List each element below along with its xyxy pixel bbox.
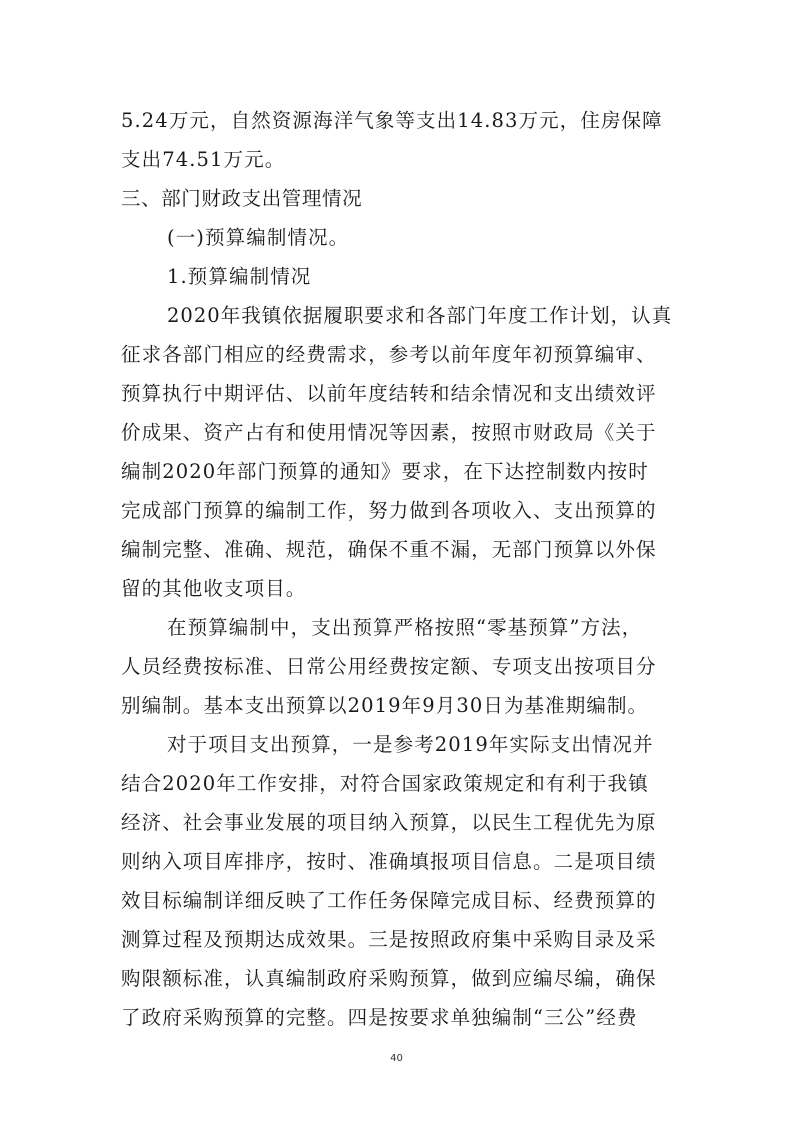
paragraph-line: 别编制。基本支出预算以2019年9月30日为基准期编制。 <box>121 694 649 717</box>
paragraph-line: 2020年我镇依据履职要求和各部门年度工作计划，认真 <box>167 304 673 327</box>
subsection-heading: 1.预算编制情况 <box>167 265 312 288</box>
paragraph-line: 留的其他收支项目。 <box>121 577 307 600</box>
paragraph-line: 征求各部门相应的经费需求，参考以前年度年初预算编审、 <box>121 343 657 366</box>
paragraph-line: 了政府采购预算的完整。四是按要求单独编制“三公”经费 <box>121 1006 638 1029</box>
paragraph-line: 编制2020年部门预算的通知》要求，在下达控制数内按时 <box>121 460 649 483</box>
page-number: 40 <box>390 1053 403 1064</box>
section-heading: 三、部门财政支出管理情况 <box>121 187 363 210</box>
paragraph-line: 5.24万元，自然资源海洋气象等支出14.83万元，住房保障 <box>121 109 663 132</box>
paragraph-line: 在预算编制中，支出预算严格按照“零基预算”方法， <box>167 616 643 639</box>
paragraph-line: 则纳入项目库排序，按时、准确填报项目信息。二是项目绩 <box>121 850 657 873</box>
paragraph-line: 经济、社会事业发展的项目纳入预算，以民生工程优先为原 <box>121 811 657 834</box>
paragraph-line: 效目标编制详细反映了工作任务保障完成目标、经费预算的 <box>121 889 657 912</box>
paragraph-line: 支出74.51万元。 <box>121 148 286 171</box>
paragraph-line: 购限额标准，认真编制政府采购预算，做到应编尽编，确保 <box>121 967 657 990</box>
paragraph-line: 完成部门预算的编制工作，努力做到各项收入、支出预算的 <box>121 499 657 522</box>
paragraph-line: 编制完整、准确、规范，确保不重不漏，无部门预算以外保 <box>121 538 657 561</box>
paragraph-line: 人员经费按标准、日常公用经费按定额、专项支出按项目分 <box>121 655 657 678</box>
paragraph-line: 预算执行中期评估、以前年度结转和结余情况和支出绩效评 <box>121 382 657 405</box>
paragraph-line: 结合2020年工作安排，对符合国家政策规定和有利于我镇 <box>121 772 649 795</box>
paragraph-line: 对于项目支出预算，一是参考2019年实际支出情况并 <box>167 733 654 756</box>
subsection-heading: (一)预算编制情况。 <box>167 226 350 249</box>
paragraph-line: 测算过程及预期达成效果。三是按照政府集中采购目录及采 <box>121 928 657 951</box>
paragraph-line: 价成果、资产占有和使用情况等因素，按照市财政局《关于 <box>121 421 657 444</box>
